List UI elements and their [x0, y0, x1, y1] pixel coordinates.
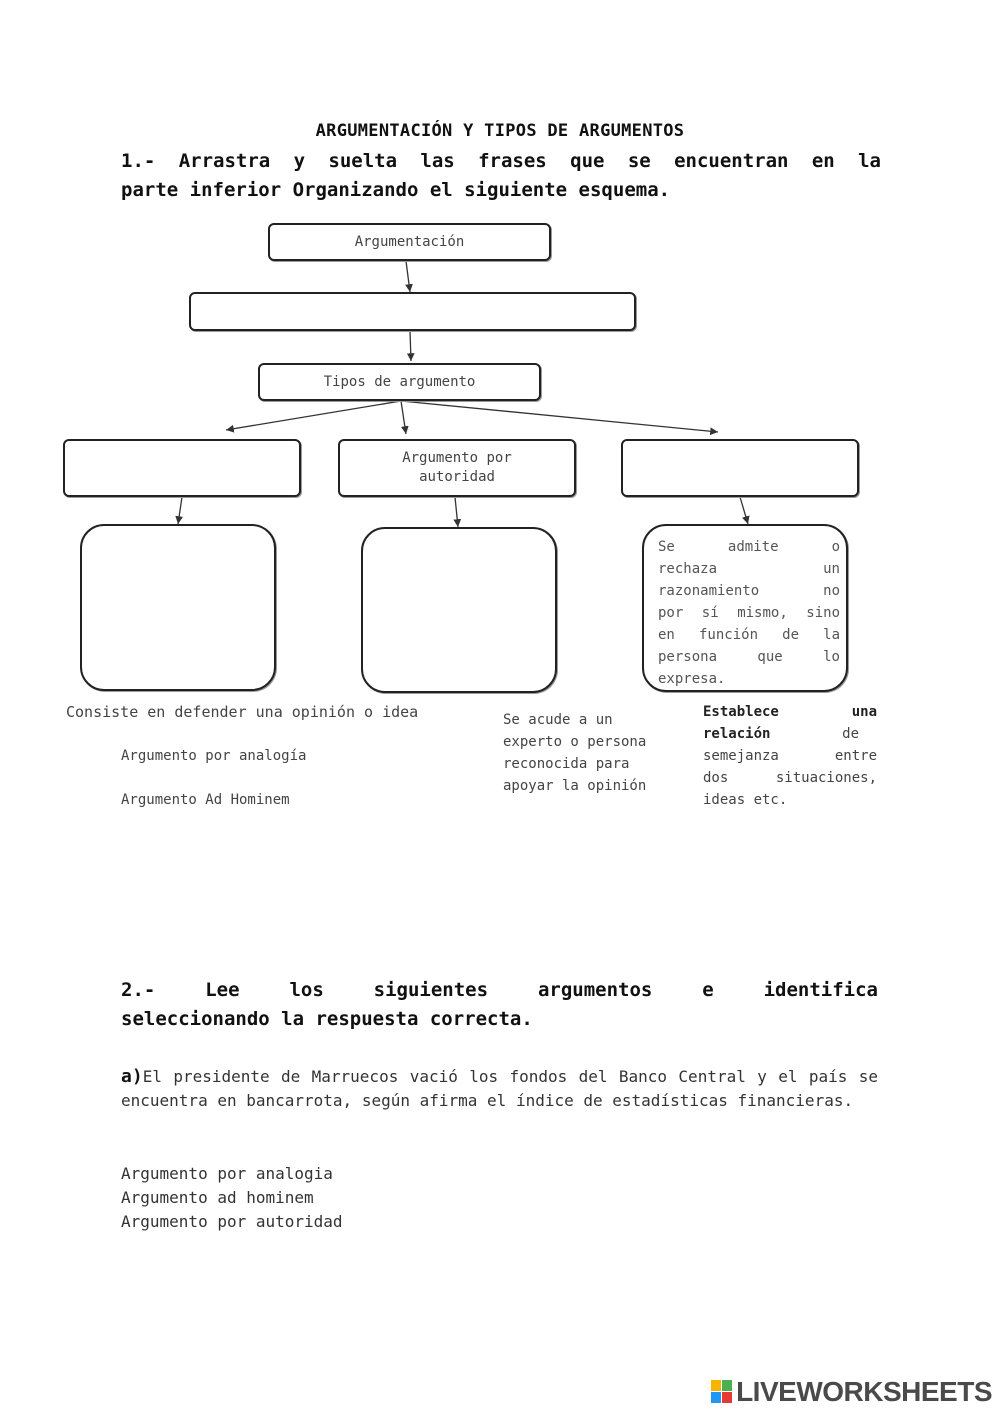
draggable-consiste[interactable]: Consiste en defender una opinión o idea	[66, 703, 419, 721]
logo-icon	[711, 1380, 733, 1404]
arrow-middle-to-desc	[455, 497, 458, 527]
node-argumento-por-autoridad	[338, 439, 576, 497]
draggable-experto[interactable]	[503, 709, 646, 797]
draggable-analogia[interactable]: Argumento por analogía	[121, 748, 307, 764]
desc-line: razonamiento no	[658, 583, 840, 599]
phrase-line: semejanza entre	[703, 748, 877, 764]
question-text: El presidente de Marruecos vació los fondos del Banco Central y el país se encuentra en bancarrota, según afirma el índice de estadísticas financieras.	[121, 1067, 878, 1110]
desc-line: expresa.	[658, 671, 726, 687]
arrow-types-to-right	[401, 401, 718, 432]
phrase-line: Establece una	[703, 704, 877, 720]
instruction-line: 1.- Arrastra y suelta las frases que se encuentran en la	[121, 150, 881, 172]
node-label-line: autoridad	[419, 469, 495, 485]
arrow-types-to-left	[226, 401, 401, 430]
answer-option-ad-hominem[interactable]: Argumento ad hominem	[121, 1188, 314, 1207]
arrow-left-to-desc	[178, 497, 182, 524]
desc-line: Se admite o	[658, 539, 840, 555]
arrow-level2-to-types	[410, 331, 411, 361]
answer-option-analogia[interactable]: Argumento por analogia	[121, 1164, 333, 1183]
phrase-line: reconocida para	[503, 756, 630, 772]
node-label: Tipos de argumento	[323, 373, 476, 390]
liveworksheets-logo	[711, 1377, 992, 1407]
draggable-establece[interactable]	[703, 701, 877, 811]
instruction-line: 2.- Lee los siguientes argumentos e identifica	[121, 979, 878, 1001]
question-label: a)	[121, 1066, 143, 1087]
phrase-bold: relación	[703, 726, 771, 742]
node-label-line: Argumento por	[402, 450, 512, 466]
exercise-2-instruction	[121, 976, 878, 1034]
phrase-line: ideas etc.	[703, 792, 788, 808]
dropzone-definition[interactable]	[189, 292, 636, 331]
dropzone-type-right[interactable]	[621, 439, 859, 497]
dropzone-type-left[interactable]	[63, 439, 301, 497]
dropzone-desc-middle[interactable]	[361, 527, 557, 693]
phrase-line: Se acude a un	[503, 712, 613, 728]
node-label: Argumentación	[354, 233, 465, 250]
question-a	[121, 1065, 878, 1113]
phrase-line	[703, 723, 877, 745]
node-argumentacion	[268, 223, 551, 261]
logo-text: LIVEWORKSHEETS	[736, 1376, 992, 1407]
desc-text	[658, 536, 840, 690]
instruction-line: parte inferior Organizando el siguiente esquema.	[121, 179, 671, 201]
arrow-types-to-middle	[401, 401, 406, 434]
page-title: ARGUMENTACIÓN Y TIPOS DE ARGUMENTOS	[315, 121, 685, 141]
phrase-line: apoyar la opinión	[503, 778, 647, 794]
arrow-right-to-desc	[740, 497, 748, 524]
desc-line: persona que lo	[658, 649, 840, 665]
node-tipos-de-argumento	[258, 363, 541, 401]
phrase-text: de	[842, 726, 859, 742]
arrow-root-to-level2	[406, 261, 410, 292]
answer-option-autoridad[interactable]: Argumento por autoridad	[121, 1212, 343, 1231]
desc-line: rechaza un	[658, 561, 840, 577]
desc-line: en función de la	[658, 627, 840, 643]
node-desc-ad-hominem	[642, 524, 848, 692]
phrase-line: experto o persona	[503, 734, 647, 750]
phrase-line: dos situaciones,	[703, 770, 877, 786]
dropzone-desc-left[interactable]	[80, 524, 276, 691]
instruction-line: seleccionando la respuesta correcta.	[121, 1008, 533, 1030]
desc-line: por sí mismo, sino	[658, 605, 840, 621]
draggable-ad-hominem[interactable]: Argumento Ad Hominem	[121, 792, 290, 808]
